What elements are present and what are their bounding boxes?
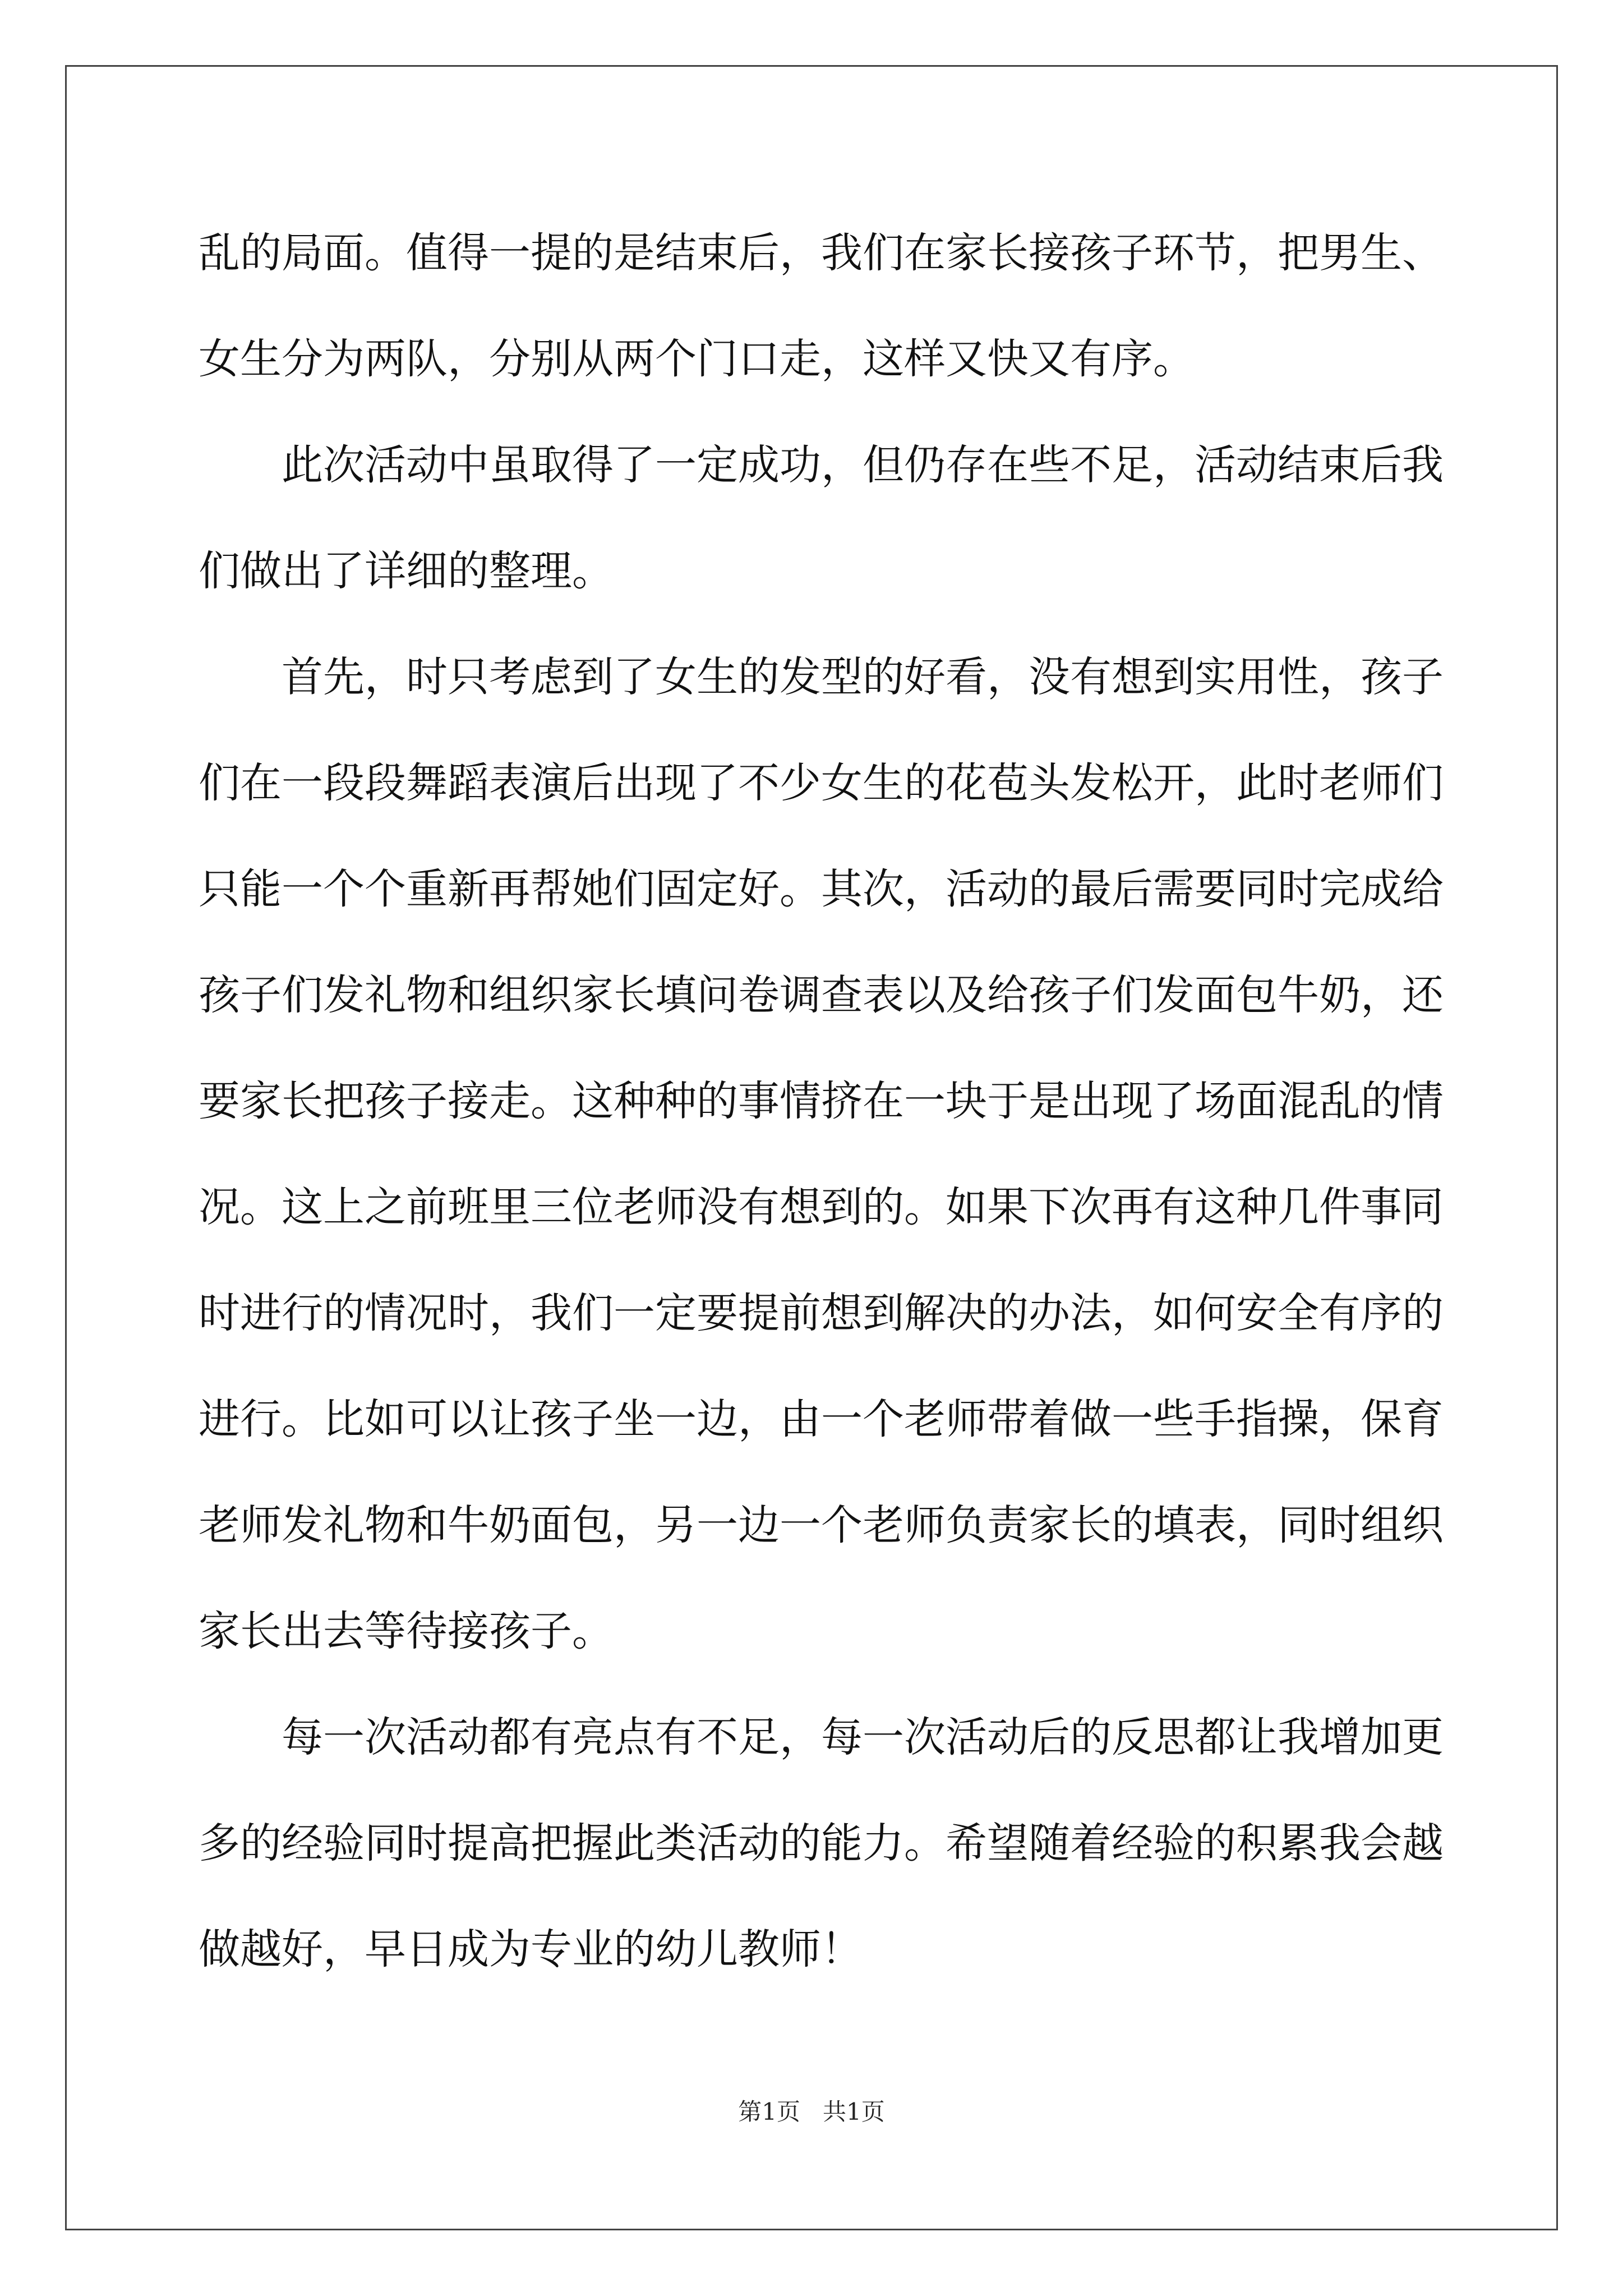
page-number: 第1页 <box>738 2098 800 2125</box>
page-total: 共1页 <box>823 2098 885 2125</box>
text-line: 进行。比如可以让孩子坐一边，由一个老师带着做一些手指操，保育 <box>199 1395 1444 1443</box>
text-line: 家长出去等待接孩子。 <box>199 1607 614 1655</box>
text-line: 做越好，早日成为专业的幼儿教师！ <box>199 1925 863 1973</box>
text-line: 首先，时只考虑到了女生的发型的好看，没有想到实用性，孩子 <box>282 653 1444 701</box>
text-line: 孩子们发礼物和组织家长填问卷调查表以及给孩子们发面包牛奶，还 <box>199 971 1444 1019</box>
text-line: 每一次活动都有亮点有不足，每一次活动后的反思都让我增加更 <box>282 1713 1444 1761</box>
document-body <box>199 200 1444 2003</box>
text-line: 们做出了详细的整理。 <box>199 547 614 595</box>
text-line: 们在一段段舞蹈表演后出现了不少女生的花苞头发松开，此时老师们 <box>199 759 1444 807</box>
text-line: 只能一个个重新再帮她们固定好。其次，活动的最后需要同时完成给 <box>199 865 1444 913</box>
text-line: 时进行的情况时，我们一定要提前想到解决的办法，如何安全有序的 <box>199 1289 1444 1337</box>
text-line: 多的经验同时提高把握此类活动的能力。希望随着经验的积累我会越 <box>199 1819 1444 1867</box>
text-line: 老师发礼物和牛奶面包，另一边一个老师负责家长的填表，同时组织 <box>199 1501 1444 1549</box>
text-line: 要家长把孩子接走。这种种的事情挤在一块于是出现了场面混乱的情 <box>199 1077 1444 1125</box>
text-line: 乱的局面。值得一提的是结束后，我们在家长接孩子环节，把男生、 <box>199 229 1444 277</box>
text-line: 况。这上之前班里三位老师没有想到的。如果下次再有这种几件事同 <box>199 1183 1444 1231</box>
page-footer <box>0 2095 1623 2129</box>
text-line: 女生分为两队，分别从两个门口走，这样又快又有序。 <box>199 335 1195 383</box>
text-line: 此次活动中虽取得了一定成功，但仍存在些不足，活动结束后我 <box>282 441 1444 489</box>
